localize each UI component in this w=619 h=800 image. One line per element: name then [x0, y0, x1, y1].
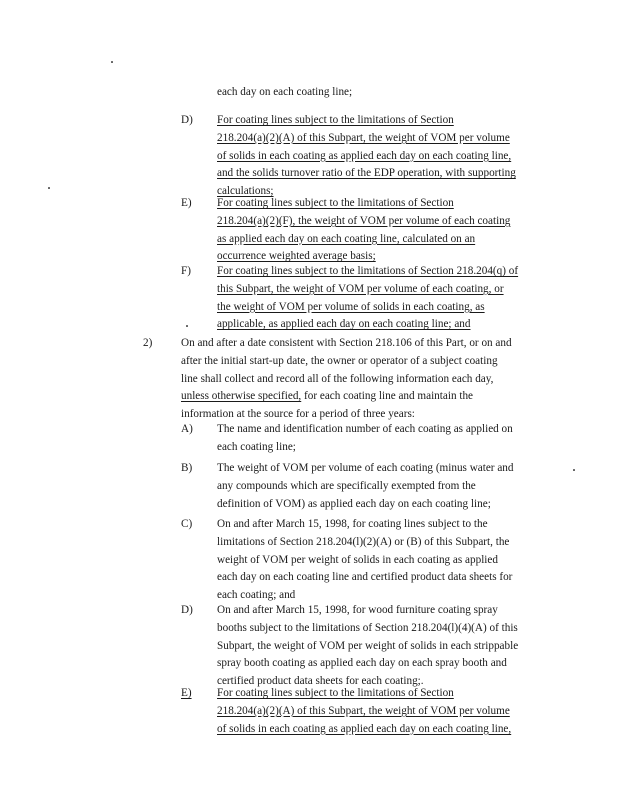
underlined-phrase: unless otherwise specified, — [181, 390, 302, 403]
text-line: any compounds which are specifically exempted from the — [217, 479, 476, 492]
item-label: 2) — [143, 337, 153, 349]
text-line: For coating lines subject to the limitations of Section — [217, 197, 454, 209]
text-line: 218.204(a)(2)(A) of this Subpart, the weight of VOM per volume — [217, 131, 510, 144]
text-line: booths subject to the limitations of Section 218.204(l)(4)(A) of this — [217, 621, 518, 634]
text-line: each day on each coating line; — [217, 86, 353, 98]
text-line: On and after a date consistent with Section 218.106 of this Part, or on and — [181, 337, 512, 349]
scan-speck — [48, 187, 50, 189]
text-line: weight of VOM per weight of solids in each coating as applied — [217, 553, 498, 566]
text-line: after the initial start-up date, the owner or operator of a subject coating — [181, 354, 498, 367]
item-label: C) — [181, 518, 193, 530]
text-line: On and after March 15, 1998, for wood furniture coating spray — [217, 604, 498, 616]
text-line: definition of VOM) as applied each day on each coating line; — [217, 497, 491, 510]
text-line: For coating lines subject to the limitations of Section 218.204(q) of — [217, 265, 519, 277]
item-label: E) — [181, 197, 192, 209]
text-line: as applied each day on each coating line, calculated on an — [217, 232, 476, 245]
text-line: occurrence weighted average basis; — [217, 250, 376, 263]
item-label: A) — [181, 423, 193, 435]
item-label: D) — [181, 604, 193, 616]
text-line: 218.204(a)(2)(F), the weight of VOM per volume of each coating — [217, 214, 511, 227]
text-line: line shall collect and record all of the following information each day, — [181, 372, 494, 385]
text-line: each coating; and — [217, 589, 296, 602]
text-line: information at the source for a period of three years: — [181, 408, 415, 421]
scan-speck — [111, 61, 113, 63]
text-line: calculations; — [217, 185, 274, 198]
text-line: 218.204(a)(2)(A) of this Subpart, the weight of VOM per volume — [217, 704, 510, 717]
text-line: of solids in each coating as applied each day on each coating line, — [217, 722, 512, 735]
text-line: The weight of VOM per volume of each coating (minus water and — [217, 462, 514, 474]
text-line: certified product data sheets for each coating;. — [217, 675, 424, 688]
item-label: E) — [181, 687, 192, 699]
item-label: D) — [181, 114, 193, 126]
continuation-text — [217, 84, 352, 102]
text-line: For coating lines subject to the limitations of Section — [217, 114, 454, 126]
text-line: On and after March 15, 1998, for coating lines subject to the — [217, 518, 488, 530]
text-line: Subpart, the weight of VOM per weight of solids in each strippable — [217, 639, 519, 652]
text-line: The name and identification number of each coating as applied on — [217, 423, 513, 435]
item-label: B) — [181, 462, 193, 474]
text-line: each day on each coating line and certified product data sheets for — [217, 571, 513, 584]
text-line: this Subpart, the weight of VOM per volume of each coating, or — [217, 282, 504, 295]
scan-speck — [186, 325, 188, 327]
scan-speck — [573, 469, 575, 471]
text-line: the weight of VOM per volume of solids in each coating, as — [217, 300, 485, 313]
text-line: of solids in each coating as applied each day on each coating line, — [217, 149, 512, 162]
text-line-partial-underline — [181, 388, 512, 406]
text-line: spray booth coating as applied each day on each spray booth and — [217, 657, 507, 670]
text-line: For coating lines subject to the limitations of Section — [217, 687, 454, 699]
text-line: limitations of Section 218.204(l)(2)(A) or (B) of this Subpart, the — [217, 535, 510, 548]
text-line: each coating line; — [217, 440, 296, 453]
text-line: and the solids turnover ratio of the EDP operation, with supporting — [217, 167, 516, 180]
item-label: F) — [181, 265, 191, 277]
text-line: applicable, as applied each day on each coating line; and — [217, 318, 471, 331]
text-line-rest: for each coating line and maintain the — [301, 390, 474, 403]
